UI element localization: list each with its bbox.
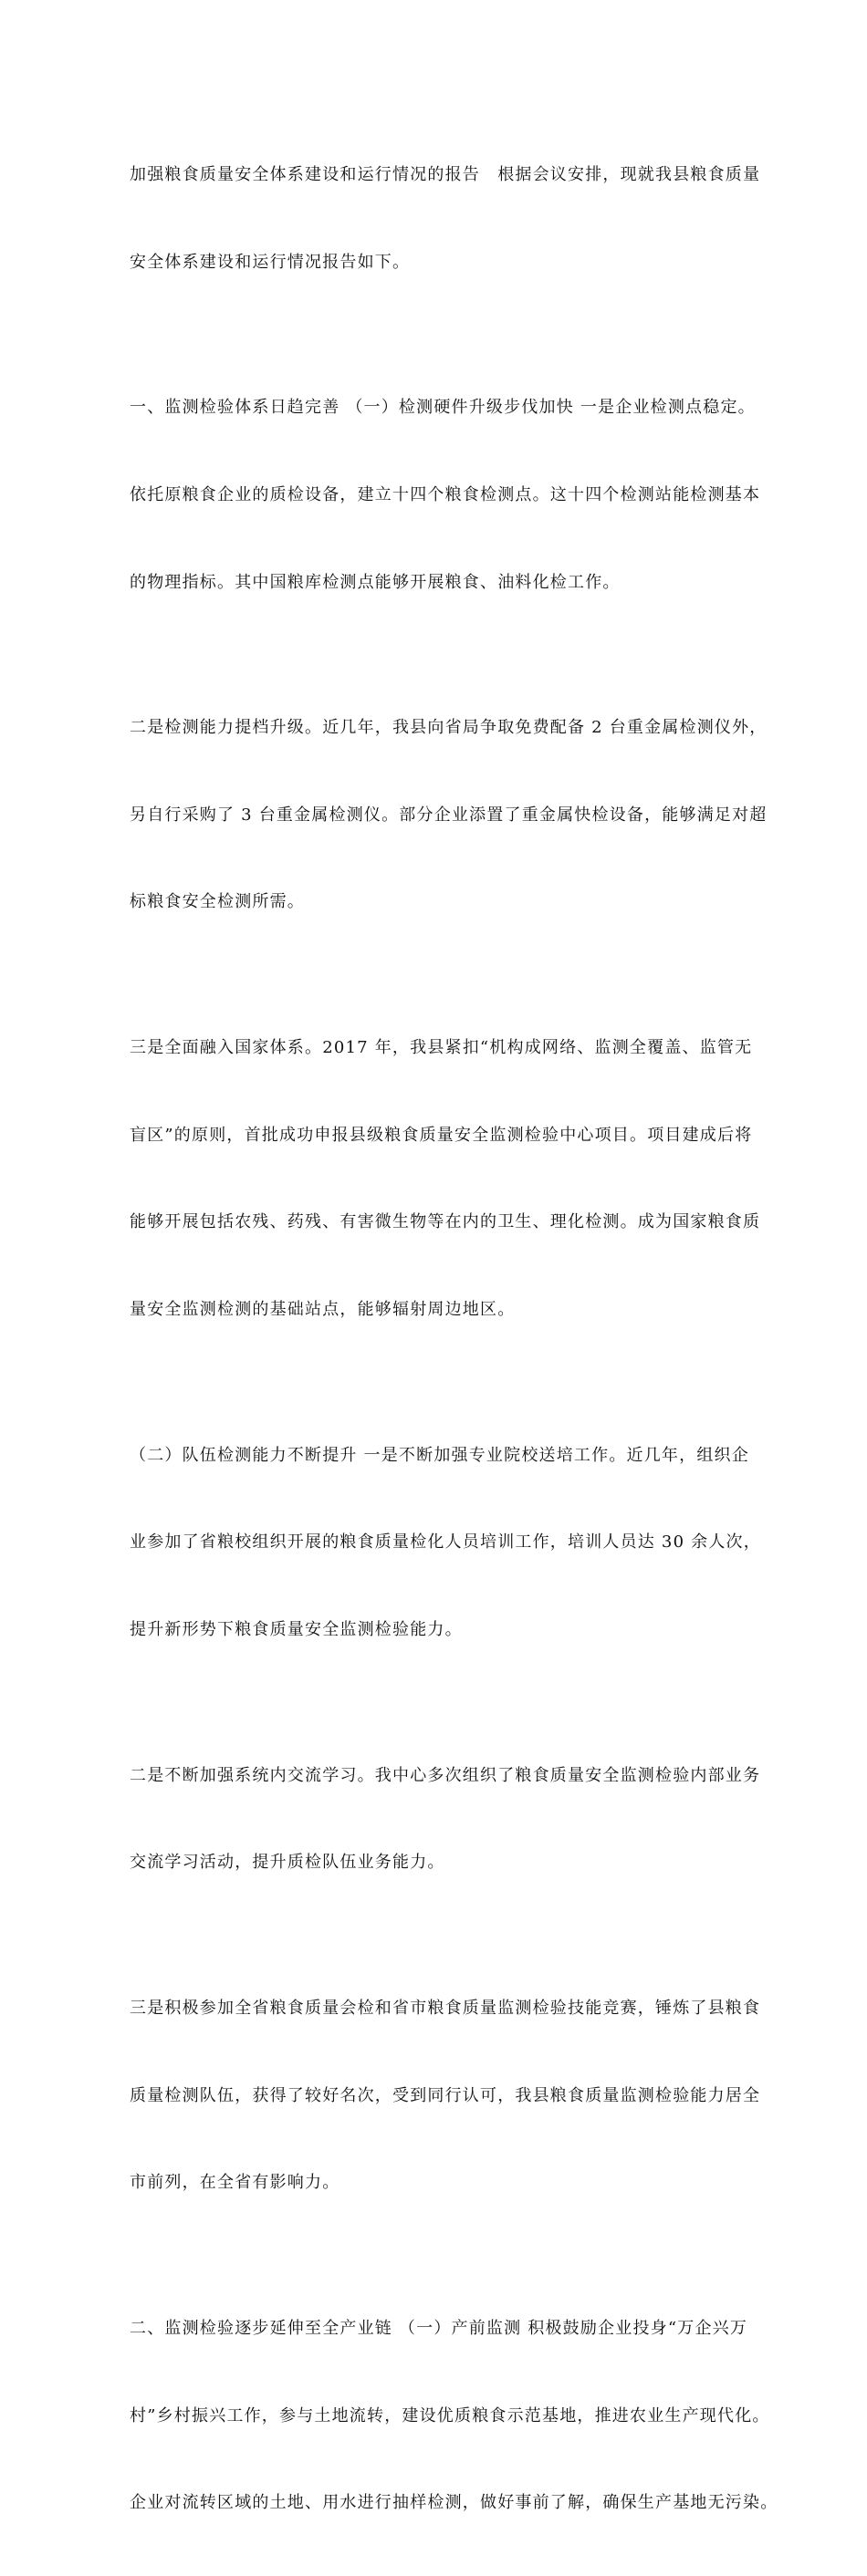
text-line: 市前列，在全省有影响力。 [130,2173,340,2193]
text-line: 另自行采购了 3 台重金属检测仪。部分企业添置了重金属快检设备，能够满足对超 [130,805,768,825]
paragraph-national-system [130,975,761,1383]
text-line: 三是积极参加全省粮食质量会检和省市粮食质量监测检验技能竞赛，锤炼了县粮食 [130,1998,761,2018]
text-line: 业参加了省粮校组织开展的粮食质量检化人员培训工作，培训人员达 30 余人次， [130,1532,761,1553]
paragraph-section-1 [130,335,761,655]
paragraph-internal-exchange [130,1703,761,1936]
text-line: 交流学习活动，提升质检队伍业务能力。 [130,1853,445,1873]
text-line: 企业对流转区域的土地、用水进行抽样检测，做好事前了解，确保生产基地无污染。 [130,2493,778,2513]
paragraph-section-2 [130,2256,778,2576]
text-line: 标粮食安全检测所需。 [130,892,305,912]
document-body [130,102,778,2576]
text-line: 盲区”的原则，首批成功申报县级粮食质量安全监测检验中心项目。项目建成后将 [130,1125,753,1145]
paragraph-capability-upgrade [130,655,768,975]
paragraph-team-capability [130,1383,761,1703]
paragraph-competitions [130,1936,761,2256]
text-line: 一、监测检验体系日趋完善 （一）检测硬件升级步伐加快 一是企业检测点稳定。 [130,398,756,418]
text-line: 提升新形势下粮食质量安全监测检验能力。 [130,1620,463,1640]
text-line: 二是检测能力提档升级。近几年，我县向省局争取免费配备 2 台重金属检测仪外， [130,718,768,738]
text-line: 能够开展包括农残、药残、有害微生物等在内的卫生、理化检测。成为国家粮食质 [130,1212,761,1232]
text-line: 三是全面融入国家体系。2017 年，我县紧扣“机构成网络、监测全覆盖、监管无 [130,1038,753,1057]
text-line: 二是不断加强系统内交流学习。我中心多次组织了粮食质量安全监测检验内部业务 [130,1765,761,1785]
text-line: 安全体系建设和运行情况报告如下。 [130,252,411,272]
paragraph-intro [130,102,761,335]
text-line: 质量检测队伍，获得了较好名次，受到同行认可，我县粮食质量监测检验能力居全 [130,2085,761,2105]
text-line: 依托原粮食企业的质检设备，建立十四个粮食检测点。这十四个检测站能检测基本 [130,484,761,504]
text-line: （二）队伍检测能力不断提升 一是不断加强专业院校送培工作。近几年，组织企 [130,1445,749,1465]
text-line: 的物理指标。其中国粮库检测点能够开展粮食、油料化检工作。 [130,572,621,592]
text-line: 村”乡村振兴工作，参与土地流转，建设优质粮食示范基地，推进农业生产现代化。 [130,2405,770,2425]
text-line: 量安全监测检测的基础站点，能够辐射周边地区。 [130,1300,516,1320]
text-line: 二、监测检验逐步延伸至全产业链 （一）产前监测 积极鼓励企业投身“万企兴万 [130,2318,748,2338]
text-line: 加强粮食质量安全体系建设和运行情况的报告 根据会议安排，现就我县粮食质量 [130,164,761,184]
